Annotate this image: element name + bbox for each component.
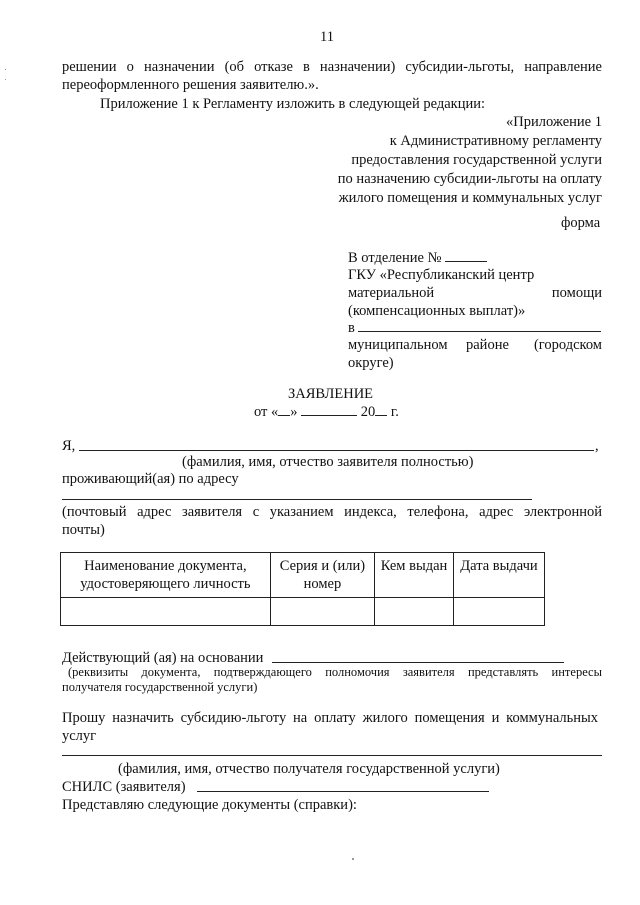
scan-speck [5,69,6,70]
id-document-table [60,552,545,626]
appendix-header [338,113,602,208]
date-prefix: от « [254,404,279,420]
addressee-line-6c: (городском [533,337,602,353]
applicant-name-field[interactable] [79,450,594,451]
addressee-line-7: округе) [348,355,394,371]
addressee-line-1 [348,248,487,267]
intro-line-3: Приложение 1 к Регламенту изложить в следующей редакции: [100,96,486,112]
appendix-line-2: к Административному регламенту [389,133,602,149]
scan-speck [352,858,354,860]
intro-line-1: решении о назначении (об отказе в назначении) субсидии-льготы, направление [62,59,602,75]
intro-line-2: переоформленного решения заявителю.». [62,77,319,93]
table-row [61,598,545,626]
acting-hint-line-2: получателя государственной услуги) [62,680,258,694]
date-suffix: г. [390,404,399,420]
doc-issuer-cell[interactable] [375,598,454,626]
addressee-line-6b: районе [466,337,509,353]
document-title: ЗАЯВЛЕНИЕ [288,386,374,402]
applicant-prefix: Я, [62,438,76,454]
address-hint-line-1: (почтовый адрес заявителя с указанием индекса, телефона, адрес электронной [62,504,602,520]
doc-date-cell[interactable] [453,598,544,626]
applicant-name-hint: (фамилия, имя, отчество заявителя полностью) [182,454,474,470]
appendix-line-5: жилого помещения и коммунальных услуг [338,190,602,206]
addressee-dept-label: В отделение № [348,250,442,266]
documents-label: Представляю следующие документы (справки): [62,797,357,813]
appendix-line-4: по назначению субсидии-льготы на оплату [337,171,602,187]
date-mid: » [290,404,298,420]
table-header-cell: Кем выдан [375,553,454,598]
acting-basis-field[interactable] [272,662,564,663]
form-label: форма [561,215,601,231]
residing-label: проживающий(ая) по адресу [62,471,239,487]
addressee-line-5 [348,318,601,337]
scan-speck [5,79,6,80]
doc-name-cell[interactable] [61,598,271,626]
addressee-in-label: в [348,320,355,336]
acting-hint-line-1: (реквизиты документа, подтверждающего полномочия заявителя представлять интересы [68,665,602,679]
address-field[interactable] [62,499,532,500]
address-hint-line-2: почты) [62,522,105,538]
addressee-line-3 [348,284,602,302]
dept-number-field[interactable] [445,248,487,262]
table-header-cell: Наименование документа, удостоверяющего личность [61,553,271,598]
addressee-line-4: (компенсационных выплат)» [348,303,526,319]
request-line-1: Прошу назначить субсидию-льготу на оплату жилого помещения и коммунальных [62,710,598,726]
day-field[interactable] [278,402,290,416]
district-field[interactable] [358,318,601,332]
acting-label: Действующий (ая) на основании [62,650,264,666]
year-field[interactable] [375,402,387,416]
request-line-2: услуг [62,728,97,744]
applicant-comma: , [595,438,599,454]
table-header-row [61,553,545,598]
addressee-line-2: ГКУ «Республиканский центр [348,267,535,283]
table-header-cell: Серия и (или) номер [270,553,374,598]
addressee-line-6 [348,336,602,354]
table-header-cell: Дата выдачи [453,553,544,598]
snils-label: СНИЛС (заявителя) [62,779,186,795]
appendix-line-3: предоставления государственной услуги [351,152,602,168]
snils-field[interactable] [197,791,489,792]
appendix-line-1: «Приложение 1 [506,114,602,130]
date-year: 20 [360,404,376,420]
addressee-line-3b: помощи [551,285,602,301]
date-line [254,402,399,421]
addressee-line-3a: материальной [348,285,435,301]
recipient-name-field[interactable] [62,755,602,756]
doc-number-cell[interactable] [270,598,374,626]
month-field[interactable] [301,402,357,416]
addressee-line-6a: муниципальном [348,337,448,353]
page-number: 11 [320,29,334,45]
recipient-hint: (фамилия, имя, отчество получателя государственной услуги) [118,761,500,777]
